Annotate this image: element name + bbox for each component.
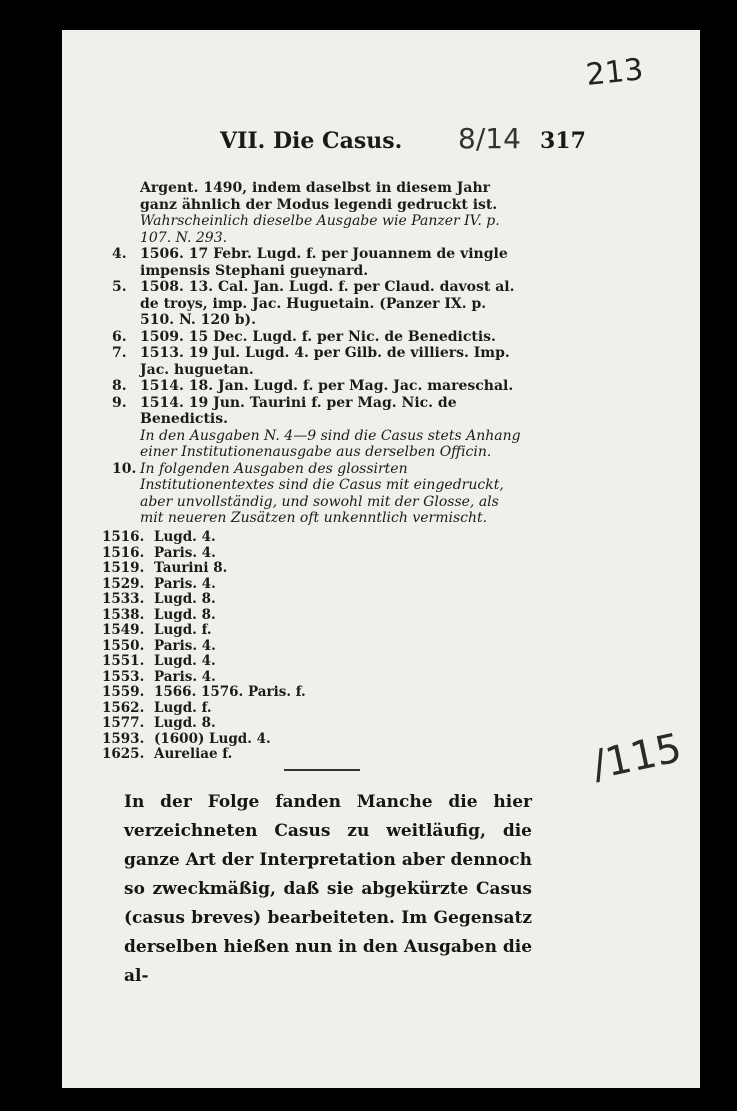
entry-note: In den Ausgaben N. 4—9 sind die Casus stets Anhang einer Institutionenausgabe aus derselben Officin. bbox=[140, 427, 521, 460]
entry-note: Wahrscheinlich dieselbe Ausgabe wie Panzer IV. p. 107. N. 293. bbox=[140, 213, 500, 246]
edition-row: 1538. Lugd. 8. bbox=[102, 606, 216, 623]
margin-handwritten-mark: /115 bbox=[588, 725, 686, 789]
edition-row: 1562. Lugd. f. bbox=[102, 699, 212, 716]
entry: 4. 1506. 17 Febr. Lugd. f. per Jouannem de vingle impensis Stephani gueynard. bbox=[112, 246, 508, 279]
entry: 8. 1514. 18. Jan. Lugd. f. per Mag. Jac. mareschal. bbox=[112, 378, 514, 394]
bleed-through-text bbox=[102, 140, 106, 155]
running-header bbox=[220, 122, 660, 162]
document-page bbox=[62, 30, 700, 1088]
edition-row: 1519. Taurini 8. bbox=[102, 560, 228, 576]
edition-row: 1529. Paris. 4. bbox=[102, 575, 216, 592]
entry-note: 10. In folgenden Ausgaben des glossirten Institutionentextes sind die Casus mit eingedruckt, aber unvollständig, und sowohl mit der Glosse, als mit neueren Zusätzen oft unkenntlich vermischt. bbox=[112, 460, 504, 526]
header-title: VII. Die Casus. bbox=[220, 128, 403, 154]
edition-row: 1533. Lugd. 8. bbox=[102, 591, 216, 607]
entry: 7. 1513. 19 Jul. Lugd. 4. per Gilb. de villiers. Imp. Jac. huguetan. bbox=[112, 345, 510, 378]
edition-row: 1516. Lugd. 4. bbox=[102, 529, 216, 545]
entry: 6. 1509. 15 Dec. Lugd. f. per Nic. de Benedictis. bbox=[112, 328, 496, 345]
edition-row: 1625. Aureliae f. bbox=[102, 746, 233, 762]
edition-row: 1549. Lugd. f. bbox=[102, 622, 212, 638]
edition-list bbox=[102, 530, 306, 763]
entry-list bbox=[102, 180, 522, 527]
body-paragraph: In der Folge fanden Manche die hier verzeichneten Casus zu weitläufig, die ganze Art der Interpretation aber dennoch so zweckmäßig, daß sie abgekürzte Casus (casus breves) bearbeiteten. Im Gegensatz derselben hießen nun in den Ausgaben die al- bbox=[124, 792, 533, 986]
entry: 5. 1508. 13. Cal. Jan. Lugd. f. per Claud. davost al. de troys, imp. Jac. Huguetain. (Panzer IX. p. 510. N. 120 b). bbox=[112, 279, 515, 328]
edition-row: 1551. Lugd. 4. bbox=[102, 653, 216, 669]
edition-row: 1553. Paris. 4. bbox=[102, 668, 216, 685]
edition-row: 1550. Paris. 4. bbox=[102, 637, 216, 654]
entry: 9. 1514. 19 Jun. Taurini f. per Mag. Nic. de Benedictis. bbox=[112, 394, 457, 427]
edition-row: 1559. 1566. 1576. Paris. f. bbox=[102, 684, 306, 700]
edition-row: 1577. Lugd. 8. bbox=[102, 715, 216, 731]
section-divider bbox=[284, 769, 360, 771]
printed-page-number: 317 bbox=[540, 128, 586, 154]
manuscript-page-number: 213 bbox=[584, 52, 645, 93]
edition-row: 1516. Paris. 4. bbox=[102, 544, 216, 561]
handwritten-mark: 8/14 bbox=[458, 122, 521, 155]
entry: Argent. 1490, indem daselbst in diesem Jahr ganz ähnlich der Modus legendi gedruckt ist. bbox=[140, 180, 498, 213]
edition-row: 1593. (1600) Lugd. 4. bbox=[102, 730, 271, 747]
